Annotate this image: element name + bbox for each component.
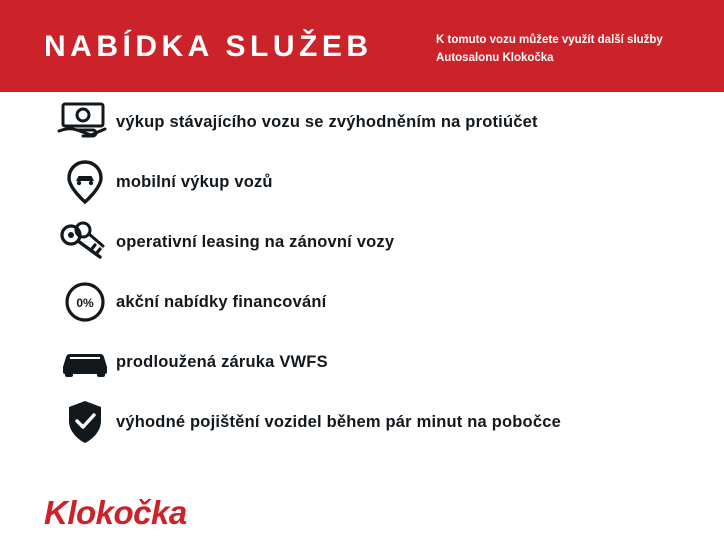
page-header bbox=[0, 0, 724, 92]
car-front-icon bbox=[54, 338, 116, 386]
list-item-label: výhodné pojištění vozidel během pár minut na pobočce bbox=[116, 412, 561, 431]
list-item bbox=[0, 212, 724, 272]
list-item bbox=[0, 272, 724, 332]
list-item bbox=[0, 392, 724, 452]
cash-hand-icon bbox=[54, 98, 116, 146]
svg-text:0%: 0% bbox=[76, 296, 94, 310]
page-footer bbox=[0, 488, 724, 560]
zero-percent-icon bbox=[54, 278, 116, 326]
car-pin-icon bbox=[54, 158, 116, 206]
keys-icon bbox=[54, 218, 116, 266]
header-subtitle: K tomuto vozu můžete využít další služby Autosalonu Klokočka bbox=[436, 34, 663, 64]
brand-logo: Klokočka bbox=[44, 494, 187, 531]
list-item bbox=[0, 92, 724, 152]
list-item-label: prodloužená záruka VWFS bbox=[116, 352, 328, 371]
shield-check-icon bbox=[54, 398, 116, 446]
services-list bbox=[0, 92, 724, 452]
list-item-label: akční nabídky financování bbox=[116, 292, 327, 311]
list-item-label: operativní leasing na zánovní vozy bbox=[116, 232, 395, 251]
list-item bbox=[0, 332, 724, 392]
list-item-label: mobilní výkup vozů bbox=[116, 172, 273, 191]
list-item-label: výkup stávajícího vozu se zvýhodněním na protiúčet bbox=[116, 112, 538, 131]
page-title: NABÍDKA SLUŽEB bbox=[44, 30, 373, 63]
list-item bbox=[0, 152, 724, 212]
